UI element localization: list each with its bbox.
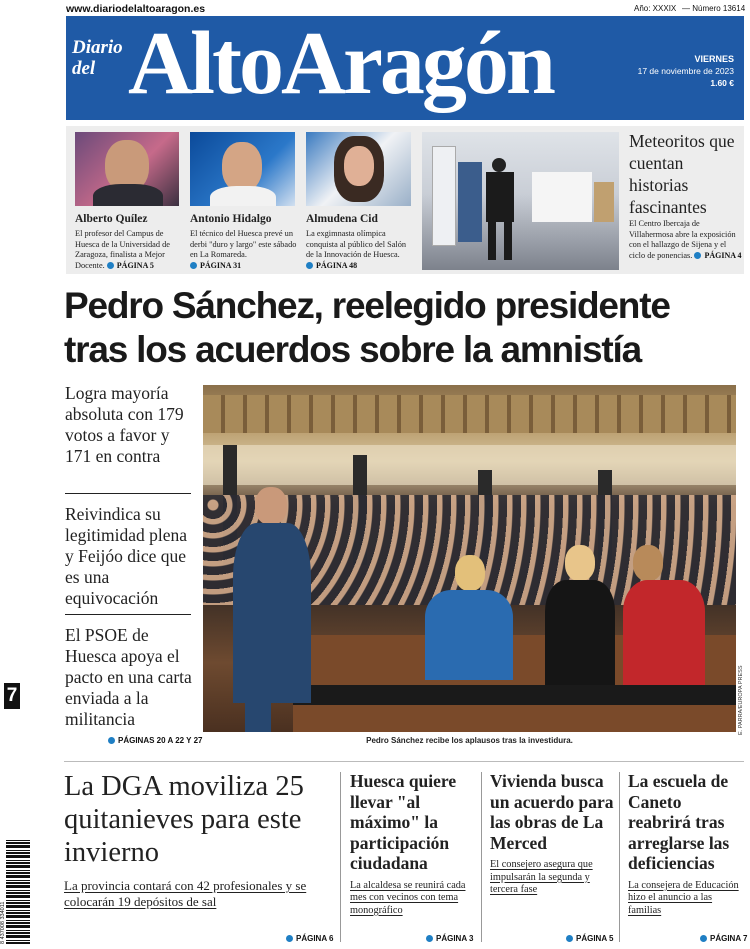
main-photo-parliament[interactable] [203,385,736,732]
teaser-photo-hidalgo[interactable] [190,132,295,206]
story-caneto-text: La consejera de Educación hizo el anuncio a las familias [628,879,739,916]
website-url[interactable]: www.diariodelaltoaragon.es [66,3,206,15]
story-caneto-page[interactable]: PÁGINA 7 [700,934,748,943]
page-number-badge: 7 [4,683,20,709]
barcode [6,840,30,944]
main-point-1: Logra mayoría absoluta con 179 votos a favor y 171 en contra [65,383,184,466]
barcode-number: 8 437008 334011 [0,901,6,944]
teaser-name-hidalgo[interactable]: Antonio Hidalgo [190,213,272,225]
issue-price: 1.60 € [710,78,734,88]
edition-number: — Número 13614 [682,4,746,13]
section-divider [64,761,744,762]
story-huesca-text: La alcaldesa se reunirá cada mes con vecinos con tema monográfico [350,879,466,916]
teaser-photo-cid[interactable] [306,132,411,206]
story-dga[interactable] [64,770,334,910]
column-divider [481,772,482,942]
teaser-text-cid: La exgimnasta olímpica conquista al público del Salón de la Innovación de Huesca. PÁGINA 48 [306,229,407,270]
feature-text: El Centro Ibercaja de Villahermosa abre la exposición con el hallazgo de Sijena y el ciclo de ponencias. PÁGINA 4 [629,219,742,260]
teaser-text-hidalgo: El técnico del Huesca prevé un derbi "duro y largo" este sábado en La Romareda. PÁGINA 31 [190,229,297,270]
teaser-photo-quilez[interactable] [75,132,179,206]
main-pages-link[interactable]: PÁGINAS 20 A 22 Y 27 [108,736,203,745]
story-dga-title[interactable]: La DGA moviliza 25 quitanieves para este invierno [64,771,304,868]
story-huesca-title[interactable]: Huesca quiere llevar "al máximo" la participación ciudadana [350,771,457,873]
main-point-3: El PSOE de Huesca apoya el pacto en una carta enviada a la militancia [65,625,192,729]
edition-year: Año: XXXIX [634,4,677,13]
page-dot-icon [700,935,707,942]
page-dot-icon [190,262,197,269]
teaser-name-cid[interactable]: Almudena Cid [306,213,378,225]
main-point-2: Reivindica su legitimidad plena y Feijóo dice que es una equivocación [65,504,187,608]
issue-weekday: VIERNES [694,54,734,64]
story-caneto-title[interactable]: La escuela de Caneto reabrirá tras arreglarse las deficiencias [628,771,730,873]
teaser-name-quilez[interactable]: Alberto Quílez [75,213,148,225]
page-dot-icon [566,935,573,942]
story-dga-page[interactable]: PÁGINA 6 [286,934,334,943]
story-dga-text: La provincia contará con 42 profesionales y se colocarán 19 depósitos de sal [64,878,307,909]
page-dot-icon [107,262,114,269]
main-headline[interactable]: Pedro Sánchez, reelegido presidente tras los acuerdos sobre la amnistía [64,285,670,370]
column-divider [340,772,341,942]
logo-diario: Diario [72,37,123,58]
story-caneto[interactable] [628,771,746,917]
teaser-text-quilez: El profesor del Campus de Huesca de la Universidad de Zaragoza, finalista a Mejor Docente. PÁGINA 5 [75,229,170,270]
page-dot-icon [426,935,433,942]
feature-title[interactable]: Meteoritos que cuentan historias fascinantes [629,131,735,217]
story-huesca[interactable] [350,771,474,917]
story-huesca-page[interactable]: PÁGINA 3 [426,934,474,943]
masthead [66,16,744,120]
story-vivienda[interactable] [490,771,614,897]
logo-del: del [72,58,96,79]
photo-caption: Pedro Sánchez recibe los aplausos tras la investidura. [366,736,573,745]
divider [65,614,191,615]
page-dot-icon [108,737,115,744]
page-dot-icon [694,252,701,259]
page-dot-icon [306,262,313,269]
feature-photo-exhibition[interactable] [422,132,619,270]
story-vivienda-title[interactable]: Vivienda busca un acuerdo para las obras de La Merced [490,771,614,853]
photo-credit: E. PARRA/EUROPA PRESS [738,665,744,735]
story-vivienda-page[interactable]: PÁGINA 5 [566,934,614,943]
story-vivienda-text: El consejero asegura que impulsarán la segunda y tercera fase [490,859,593,895]
logo-alto-aragon: AltoAragón [128,14,553,113]
page-dot-icon [286,935,293,942]
issue-date: 17 de noviembre de 2023 [637,66,734,76]
divider [65,493,191,494]
column-divider [619,772,620,942]
